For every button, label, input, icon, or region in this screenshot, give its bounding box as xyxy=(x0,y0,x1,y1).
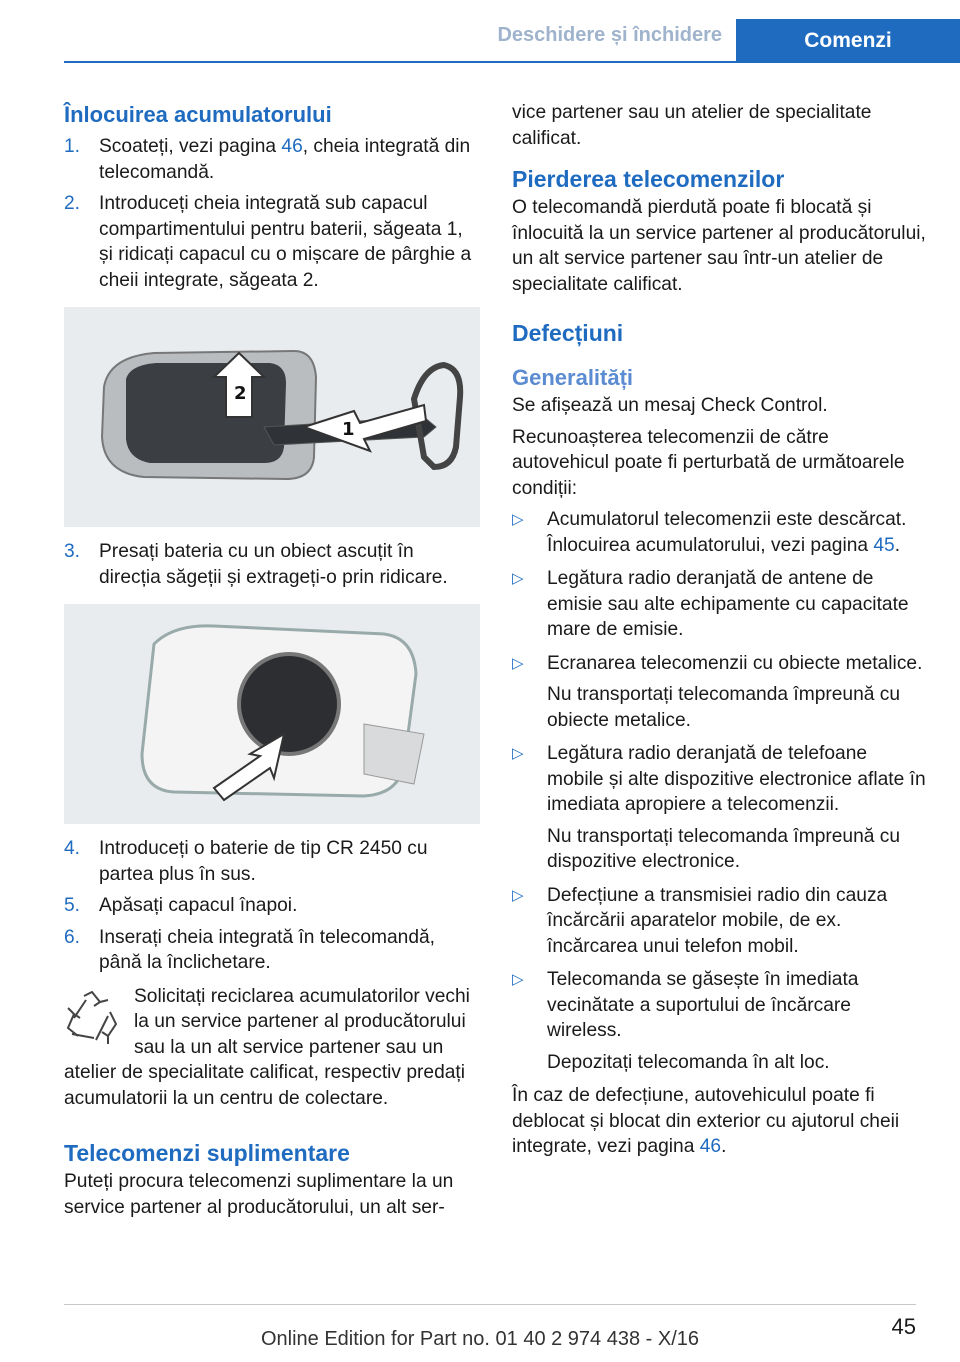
page-link[interactable]: 45 xyxy=(873,534,895,556)
closing-text-main: În caz de defecțiune, autovehiculul poate fi deblocat și blocat din exterior cu ajutorul cheii integrate, vezi pagina xyxy=(512,1085,900,1157)
recycling-note xyxy=(64,984,480,1112)
list-item xyxy=(512,566,928,643)
step-text: Presați bateria cu un obiect ascuțit în direcția săgeții și extrageți-o prin ridicare. xyxy=(99,541,448,588)
page-number: 45 xyxy=(891,1314,916,1339)
list-item xyxy=(512,651,928,734)
general-heading: Generalități xyxy=(512,365,634,390)
step-text: Introduceți cheia integrată sub capacul compartimentului pentru baterii, săgeata 1, și ridicați capacul cu o mișcare de pârghie a cheii integrate, săgeata 2. xyxy=(99,193,472,291)
battery-replacement-heading: Înlocuirea acumulatorului xyxy=(64,102,332,127)
battery-steps-list xyxy=(64,134,480,293)
battery-steps-list-2 xyxy=(64,539,480,590)
recycling-text: Solicitați reciclarea acumulatorilor vechi la un service partener al producătorului sau la un alt service partener sau un atelier de specialitate calificat, respectiv predați acumulatorii la un centru de colectare. xyxy=(64,985,470,1109)
closing-text xyxy=(512,1083,928,1160)
triangle-bullet-icon: ▷ xyxy=(512,971,524,988)
step-number: 6. xyxy=(64,926,81,948)
extra-remotes-text: Puteți procura telecomenzi suplimentare la un service partener al producătorului, un alt ser- xyxy=(64,1171,454,1218)
page-link[interactable]: 46 xyxy=(699,1136,722,1157)
step-text: Inserați cheia integrată în telecomandă, până la înclichetare. xyxy=(99,926,435,973)
item-text: Ecranarea telecomenzii cu obiecte metalice. xyxy=(547,652,923,674)
item-text: Legătura radio deranjată de antene de emisie sau alte echipamente cu capacitate mare de emisie. xyxy=(547,568,909,640)
step-item xyxy=(64,836,480,887)
step-item xyxy=(64,893,480,919)
list-item xyxy=(512,967,928,1075)
battery-steps-list-3 xyxy=(64,836,480,976)
step-number: 1. xyxy=(64,136,81,157)
footer-rule xyxy=(64,1304,916,1305)
key-cover-illustration xyxy=(64,307,480,527)
triangle-bullet-icon: ▷ xyxy=(512,654,524,672)
step-item xyxy=(64,925,480,976)
lost-remotes-heading: Pierderea telecomenzilor xyxy=(512,166,785,192)
recycle-icon xyxy=(64,988,120,1048)
general-text-2: Recunoașterea telecomenzii de către autovehicul poate fi perturbată de următoarele condiții: xyxy=(512,426,905,499)
step-number: 2. xyxy=(64,193,81,214)
continued-text: vice partener sau un atelier de specialitate calificat. xyxy=(512,102,872,149)
footer-edition: Online Edition for Part no. 01 40 2 974 438 - X/16 xyxy=(260,1328,700,1350)
item-text: Acumulatorul telecomenzii este descărcat. Înlocuirea acumulatorului, vezi pagina xyxy=(547,509,907,556)
list-item xyxy=(512,883,928,960)
step-item xyxy=(64,191,480,293)
list-item xyxy=(512,741,928,875)
item-text: Defecțiune a transmisiei radio din cauza încărcării aparatelor mobile, de ex. încărcarea unui telefon mobil. xyxy=(547,884,888,957)
lost-remotes-text: O telecomandă pierdută poate fi blocată și înlocuită la un service partener al producătorului, un alt service partener sau într-un atelier de specialitate calificat. xyxy=(512,197,926,295)
section-title: Deschidere și închidere xyxy=(497,24,722,46)
faults-heading: Defecțiuni xyxy=(512,320,624,346)
header-rule xyxy=(64,61,960,63)
closing-text-end: . xyxy=(721,1136,727,1157)
step-text: Apăsați capacul înapoi. xyxy=(99,895,298,916)
battery-illustration xyxy=(64,604,480,824)
item-note: Nu transportați telecomanda împreună cu dispozitive electronice. xyxy=(547,825,901,872)
arrow-2-label: 2 xyxy=(234,383,247,404)
step-number: 5. xyxy=(64,895,81,916)
list-item xyxy=(512,507,928,558)
item-text: Legătura radio deranjată de telefoane mobile și alte dispozitive electronice aflate în imediata apropiere a telecomenzii. xyxy=(547,743,926,815)
step-item xyxy=(64,539,480,590)
triangle-bullet-icon: ▷ xyxy=(512,570,524,587)
step-number: 4. xyxy=(64,838,81,859)
general-text-1: Se afișează un mesaj Check Control. xyxy=(512,395,828,416)
triangle-bullet-icon: ▷ xyxy=(512,745,524,762)
page-header xyxy=(0,0,960,62)
item-note: Depozitați telecomanda în alt loc. xyxy=(547,1051,830,1073)
step-text: , cheia integrată din telecomandă. xyxy=(99,136,471,183)
item-text: Telecomanda se găsește în imediata vecinătate a suportului de încărcare wireless. xyxy=(547,969,859,1041)
item-note: Nu transportați telecomanda împreună cu obiecte metalice. xyxy=(547,684,901,731)
arrow-1-label: 1 xyxy=(342,419,355,440)
fault-causes-list xyxy=(512,507,928,1075)
page-link[interactable]: 46 xyxy=(281,136,303,157)
item-text: . xyxy=(894,534,901,556)
step-text: Scoateți, vezi pagina xyxy=(99,136,282,157)
step-text: Introduceți o baterie de tip CR 2450 cu partea plus în sus. xyxy=(99,838,428,885)
chapter-tab[interactable]: Comenzi xyxy=(736,19,960,63)
left-column xyxy=(64,100,480,1226)
right-column xyxy=(512,100,928,1166)
triangle-bullet-icon: ▷ xyxy=(512,886,524,904)
step-item xyxy=(64,134,480,185)
step-number: 3. xyxy=(64,541,81,562)
extra-remotes-heading: Telecomenzi suplimentare xyxy=(64,1140,350,1166)
triangle-bullet-icon: ▷ xyxy=(512,511,524,528)
